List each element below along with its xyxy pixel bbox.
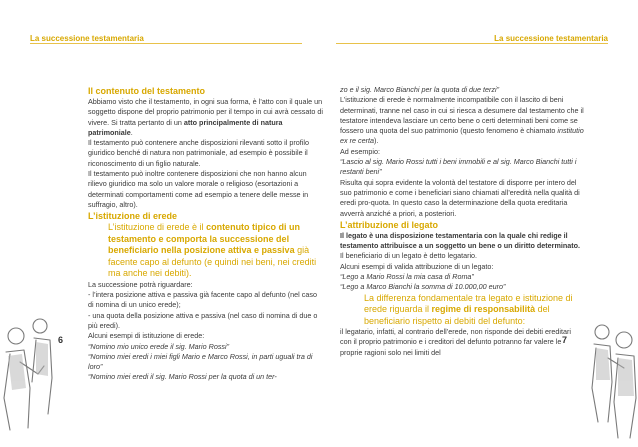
callout-text: La differenza fondamentale tra legato e istituzione di erede riguarda il [364,292,573,315]
right-column [340,85,584,358]
left-column [88,85,324,383]
bold-text: Il legato è una disposizione testamentaria con la quale chi redige il testamento attribuisce a un soggetto un bene o un diritto determinato. [340,230,580,251]
paragraph [340,95,584,146]
text: Il beneficiario di un legato è detto legatario. [340,251,478,261]
text: ). [373,136,379,146]
highlight-callout [340,293,584,328]
section-heading-legato: L’attribuzione di legato [340,219,439,230]
example-quote: zo e il sig. Marco Bianchi per la quota di due terzi” [340,85,500,94]
bold-text: atto principalmente di natura patrimoniale [88,117,283,137]
italic-text: institutio ex re certa [340,126,584,146]
figures-sketch-illustration-right [584,318,638,447]
callout-text: L’istituzione di erede è il [108,222,207,233]
text: L’istituzione di erede è normalmente incompatibile con il lascito di beni determinati, tranne nel caso in cui si riesca a desumere dal testamento che il testatore intendeva lasciare un certo bene o certi determinati beni come se fossero una quota del suo patrimonio (questo fenomeno è chiamato [340,95,584,136]
page-number-right: 7 [562,335,568,345]
paragraph: Il testamento può contenere anche disposizioni rilevanti sotto il profilo giuridico benché di natura non patrimoniale, ad esempio è possibile il riconoscimento di un figlio naturale. [88,138,309,168]
figures-sketch-illustration-left [0,318,56,447]
example-quote: “Nomino miei eredi i miei figli Mario e Marco Rossi, in parti uguali tra di loro” [88,351,313,372]
paragraph: il legatario, infatti, al contrario dell’erede, non risponde dei debiti ereditari con il proprio patrimonio e i creditori del defunto potranno far valere le proprie ragioni solo nei limiti del [340,327,571,357]
callout-text: già facente capo al defunto (e quindi nei beni, nei crediti ma anche nei debiti). [108,245,317,279]
callout-bold: regime di responsabilità [431,304,536,315]
text: Abbiamo visto che il testamento, in ogni sua forma, è l’atto con il quale un soggetto dispone del proprio patrimonio per il tempo in cui avrà cessato di vivere. Si tratta pertanto di un [88,97,323,127]
page-number-left: 6 [58,335,64,345]
running-header-right: La successione testamentaria [494,34,608,43]
list-item: - una quota della posizione attiva e passiva (nel caso di nomina di due o più eredi). [88,310,318,330]
example-quote: “Lego a Mario Rossi la mia casa di Roma” [340,272,474,282]
list-item: - l’intera posizione attiva e passiva già facente capo al defunto (nel caso di nomina di un unico erede); [88,290,317,310]
paragraph: Il testamento può inoltre contenere disposizioni che non hanno alcun rilievo giuridico ma solo un valore morale o religioso (esortazioni a determinati comportamenti come ad esempio a tenere delle messe in suffragio, altro). [88,169,309,209]
section-heading-contenuto: Il contenuto del testamento [88,86,206,96]
paragraph [88,97,324,138]
paragraph: Alcuni esempi di istituzione di erede: [88,331,205,341]
highlight-callout [88,222,324,280]
section-heading-istituzione: L’istituzione di erede [88,211,178,222]
paragraph: Alcuni esempi di valida attribuzione di un legato: [340,261,494,271]
example-quote: “Lego a Marco Bianchi la somma di 10.000,00 euro” [340,282,506,292]
paragraph: La successione potrà riguardare: [88,279,193,289]
header-rule-left [30,43,302,44]
header-rule-right [336,43,608,44]
example-quote: “Nomino miei eredi il sig. Mario Rossi per la quota di un ter- [88,372,277,382]
example-quote: “Lascio al sig. Mario Rossi tutti i beni immobili e al sig. Marco Bianchi tutti i restanti beni” [340,157,577,177]
callout-bold: contenuto tipico di un testamento e comporta la successione del beneficiario nella posizione attiva e passiva [108,222,301,256]
paragraph: Risulta qui sopra evidente la volontà del testatore di disporre per intero del suo patrimonio e come i beneficiari siano chiamati all’eredità nella qualità di eredi pro-quota. In questo caso la determinazione della quota ereditaria avverrà anziché a priori, a posteriori. [340,177,580,218]
running-header-left: La successione testamentaria [30,34,144,43]
text: . [130,127,133,137]
paragraph [340,231,584,262]
example-quote: “Nomino mio unico erede il sig. Mario Rossi” [88,341,230,351]
paragraph: Ad esempio: [340,146,380,156]
callout-text: del beneficiario rispetto ai debiti del defunto: [364,304,550,326]
